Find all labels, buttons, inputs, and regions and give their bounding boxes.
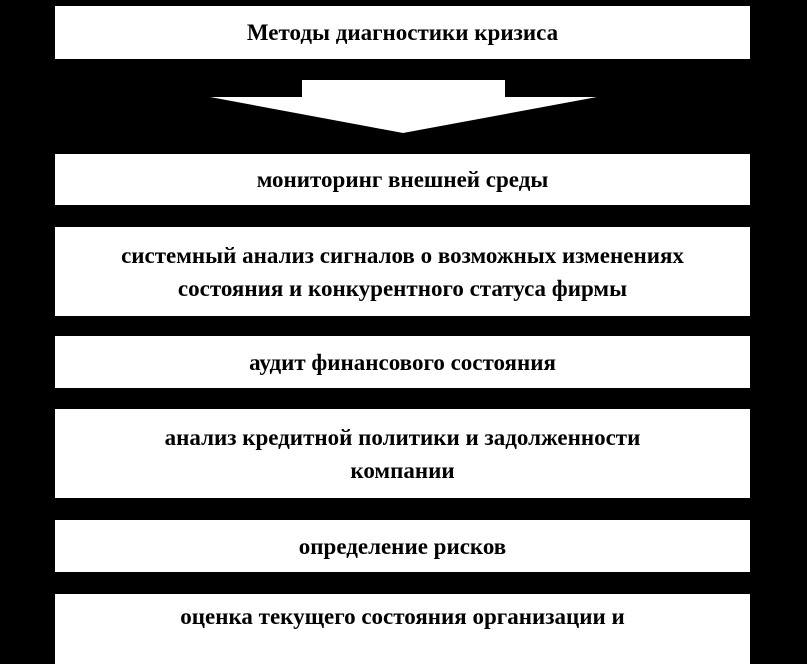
method-label (299, 530, 506, 563)
method-label (165, 421, 641, 487)
method-box-current-state-assessment (55, 594, 750, 664)
diagram-title: Методы диагностики кризиса (246, 20, 559, 45)
down-arrow-icon (0, 0, 807, 140)
method-label-line: аудит финансового состояния (249, 349, 556, 375)
method-box-risk-identification (55, 520, 750, 572)
method-box-signal-analysis (55, 227, 750, 316)
method-box-financial-audit (55, 336, 750, 388)
method-label (121, 239, 684, 305)
method-label (180, 600, 624, 633)
method-label (257, 163, 549, 196)
method-box-credit-policy (55, 409, 750, 498)
method-label-line: мониторинг внешней среды (256, 167, 549, 192)
method-label-line: определение рисков (298, 533, 507, 559)
method-label-line: компании (350, 457, 455, 483)
method-box-external-monitoring (55, 154, 750, 205)
method-label-line: состояния и конкурентного статуса фирмы (177, 275, 628, 301)
method-label-line: оценка текущего состояния организации и (180, 604, 625, 629)
method-label (249, 346, 556, 379)
method-label-line: анализ кредитной политики и задолженности (164, 424, 641, 450)
method-label-line: системный анализ сигналов о возможных изменениях (121, 242, 684, 268)
